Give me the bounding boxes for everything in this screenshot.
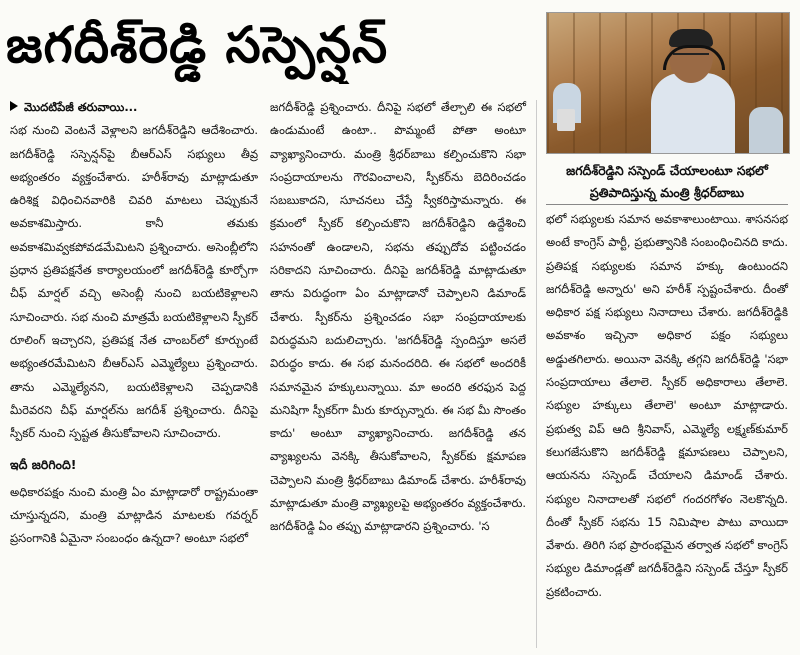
article-column-2 [270,96,526,648]
photo-caption: జగదీశ్‌రెడ్డిని సస్పెండ్ చేయాలంటూ సభలో ప్రతిపాదిస్తున్న మంత్రి శ్రీధర్‌బాబు [566,163,768,200]
caption-divider [546,204,788,205]
column-3-paragraph: భలో సభ్యులకు సమాన అవకాశాలుంటాయి. శాసనసభ అంటే కాంగ్రెస్ పార్టీ, ప్రభుత్వానికి సంబంధించినది కాదు. ప్రతిపక్ష సభ్యులకు సమాన హక్కు ఉంటుందని జగదీశ్‌రెడ్డి అన్నారు' అని హరీశ్ స్పష్టంచేశారు. దీంతో అధికార పక్ష సభ్యులు నినాదాలు చేశారు. జగదీశ్‌రెడ్డికి అవకాశం ఇచ్చినా అధికార పక్షం సభ్యులు అడ్డుతగిలారు. అయినా వెనక్కి తగ్గని జగదీశ్‌రెడ్డి 'సభా సంప్రదాయాలు తేలాలె. స్పీకర్ అధికారాలు తేలాలె. సభ్యుల హక్కులు తేలాలె' అంటూ మాట్లాడారు. ప్రభుత్వ విప్ ఆది శ్రీనివాస్, ఎమ్మెల్యే లక్ష్మణ్‌కుమార్ కలుగజేసుకొని జగదీశ్‌రెడ్డి క్షమాపణలు చెప్పాలని, ఆయనను సస్పెండ్ చేయాలని డిమాండ్ చేశారు. సభ్యుల నినాదాలతో సభలో గందరగోళం నెలకొన్నది. దీంతో స్పీకర్ సభను 15 నిమిషాల పాటు వాయిదా వేశారు. తిరిగి సభ ప్రారంభమైన తర్వాత సభలో కాంగ్రెస్ సభ్యుల డిమాండ్లతో జగదీశ్‌రెడ్డిని సస్పెండ్ చేస్తూ స్పీకర్ ప్రకటించారు. [546,212,788,599]
photo-cup [557,109,575,131]
column-1-paragraph-1: సభ నుంచి వెంటనే వెళ్లాలని జగదీశ్‌రెడ్డిని ఆదేశించారు. జగదీశ్‌రెడ్డి సస్పెన్షన్‌పై బీఆర్ఎస్ సభ్యులు తీవ్ర అభ్యంతరం వ్యక్తంచేశారు. హరీశ్‌రావు మాట్లాడుతూ ఉరిశిక్ష విధించినవారికి చివరి మాటలు చెప్పుకునే అవకాశమిస్తారు. కానీ తమకు అవకాశమివ్వకపోవడమేమిటని ప్రశ్నించారు. అసెంబ్లీలోని ప్రధాన ప్రతిపక్షనేత కార్యాలయంలో జగదీశ్‌రెడ్డి కూర్చోగా చీఫ్ మార్షల్ వచ్చి అసెంబ్లీ నుంచి బయటికెళ్లాలని సూచించారు. సభ నుంచి మాత్రమే బయటికెళ్లాలని స్పీకర్ రూలింగ్ ఇచ్చారని, ప్రతిపక్ష నేత చాంబర్‌లో కూర్చుంటే అభ్యంతరమేమిటని బీఆర్ఎస్ ఎమ్మెల్యేలు ప్రశ్నించారు. తాను ఎమ్మెల్యేనని, బయటికెళ్లాలని చెప్పడానికి మీరెవరని చీఫ్ మార్షల్‌ను జగదీశ్ ప్రశ్నించారు. దీనిపై స్పీకర్ నుంచి స్పష్టత తీసుకోవాలని సూచించారు. [10,123,258,441]
photo-minister [619,25,729,154]
headline: జగదీశ్‌రెడ్డి సస్పెన్షన్ [6,16,389,74]
subhead: ఇదీ జరిగింది! [10,457,77,473]
article-column-1 [10,96,258,648]
article-column-3 [546,208,788,648]
kicker-text: మొదటిపేజీ తరువాయి... [24,100,138,114]
column-1-paragraph-2: అధికారపక్షం నుంచి మంత్రి ఏం మాట్లాడారో రాష్ట్రమంతా చూస్తున్నదని, మంత్రి మాట్లాడిన మాటలకు గవర్నర్ ప్రసంగానికి ఏమైనా సంబంధం ఉన్నదా? అంటూ సభలో [10,484,258,546]
photo-bg-person-right [749,107,783,153]
column-divider [536,100,537,648]
column-2-paragraph: జగదీశ్‌రెడ్డి ప్రశ్నించారు. దీనిపై సభలో తేల్చాలి ఈ సభలో ఉండుమంటే ఉంటా.. పొమ్మంటే పోతా అంటూ వ్యాఖ్యానించారు. మంత్రి శ్రీధర్‌బాబు కల్పించుకొని సభా సంప్రదాయాలను గౌరవించాలని, స్పీకర్‌ను బెదిరించడం సబబుకాదని, సూచనలు చేస్తే స్వీకరిస్తామన్నారు. ఈ క్రమంలో స్పీకర్ కల్పించుకొని జగదీశ్‌రెడ్డిని ఉద్దేశించి సహనంతో ఉండాలని, సభను తప్పుదోవ పట్టించడం సరికాదని సూచించారు. దీనిపై జగదీశ్‌రెడ్డి మాట్లాడుతూ తాను విరుద్ధంగా ఏం మాట్లాడానో చెప్పాలని డిమాండ్ చేశారు. స్పీకర్‌ను ప్రశ్నించడం సభా సంప్రదాయాలకు విరుద్ధమని బదులిచ్చారు. 'జగదీశ్‌రెడ్డి స్పందిస్తూ అసలే విరుద్ధం కాదు. ఈ సభ మనందరిది. ఈ సభలో అందరికీ సమానమైన హక్కులున్నాయి. మా అందరి తరఫున పెద్ద మనిషిగా స్పీకర్‌గా మీరు కూర్చున్నారు. ఈ సభ మీ సొంతం కాదు' అంటూ వ్యాఖ్యానించారు. జగదీశ్‌రెడ్డి తన వ్యాఖ్యలను వెనక్కి తీసుకోవాలని, స్పీకర్‌కు క్షమాపణ చెప్పాలని మంత్రి శ్రీధర్‌బాబు డిమాండ్ చేశారు. హరీశ్‌రావు మాట్లాడుతూ మంత్రి వ్యాఖ్యలపై అభ్యంతరం వ్యక్తంచేశారు. జగదీశ్‌రెడ్డి ఏం తప్పు మాట్లాడారని ప్రశ్నించారు. 'స [270,100,526,534]
arrow-icon [10,101,18,111]
continued-kicker [10,96,258,119]
news-photo [546,12,790,154]
